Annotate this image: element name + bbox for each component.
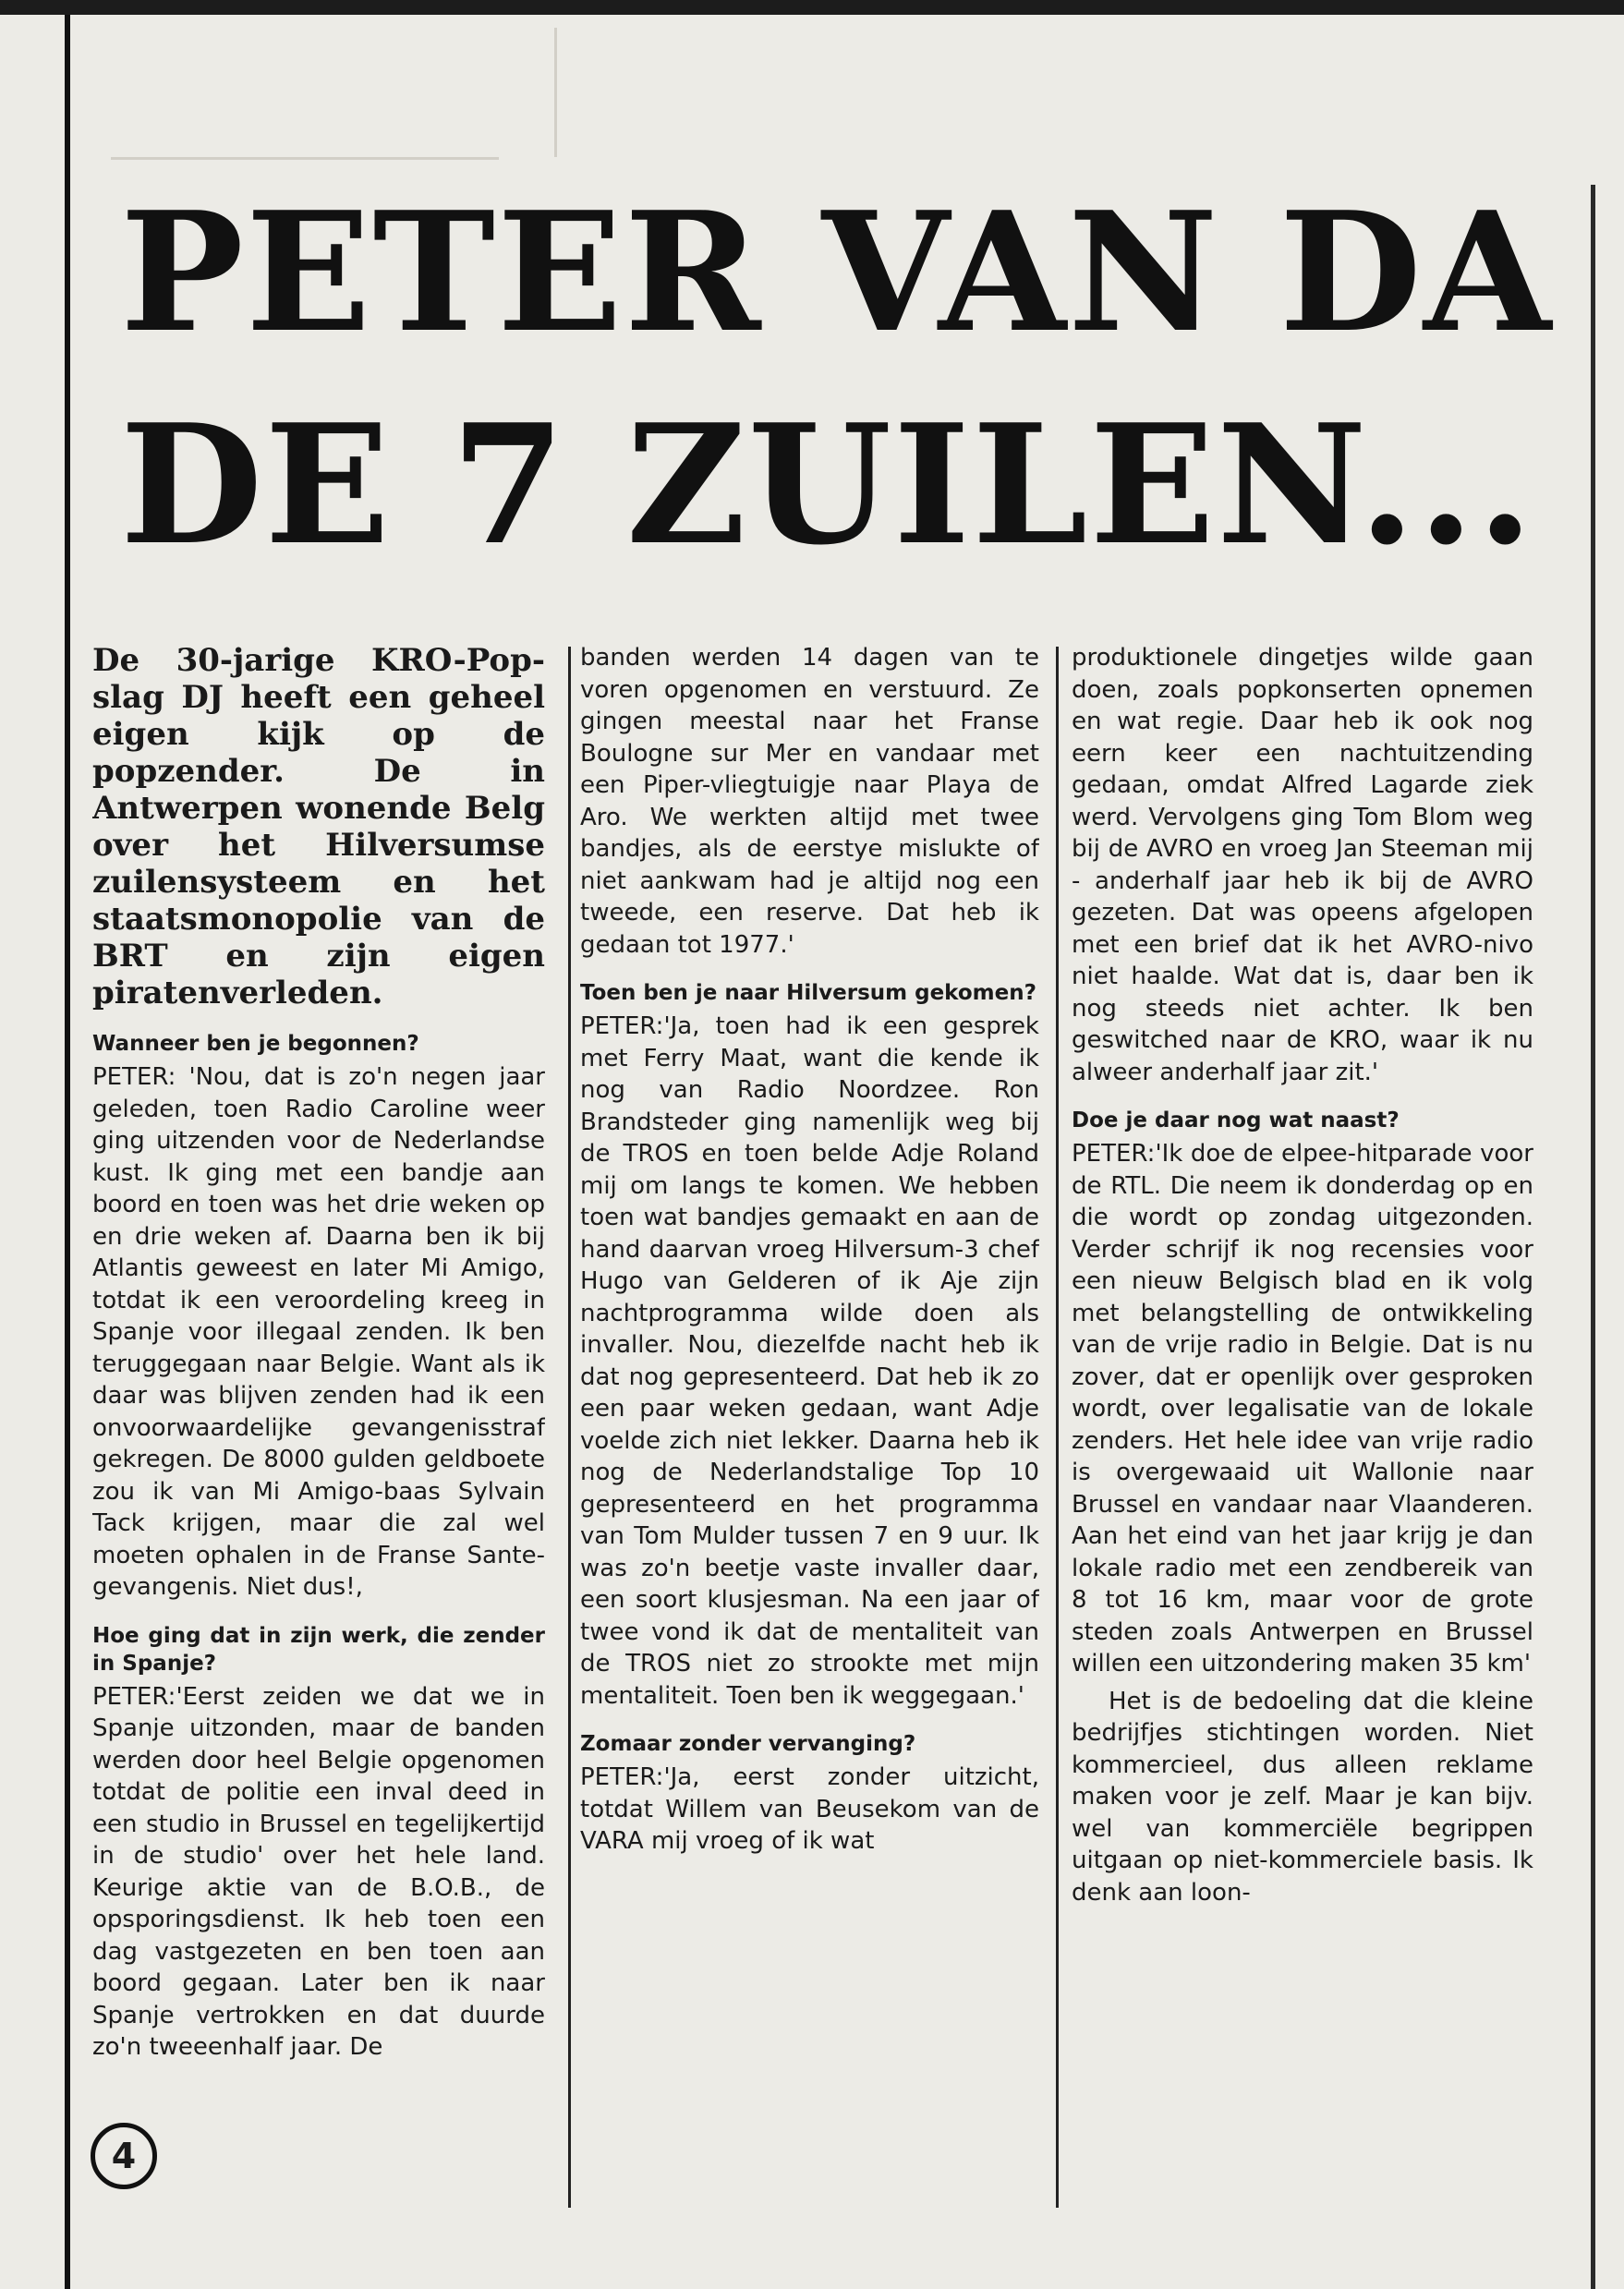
article-column-1 [92,642,545,2212]
bleed-through-shape [554,28,1074,157]
article-lead: De 30-jarige KRO-Pop-slag DJ heeft een geheel eigen kijk op de popzender. De in Antwerpen wonende Belg over het Hilversumse zuilensysteem en het staatsmonopolie van de BRT en zijn eigen piratenverleden. [92,642,545,1011]
headline-line-1: PETER VAN DA [120,176,1554,369]
interview-answer: produktionele dingetjes wilde gaan doen, zoals popkonserten opnemen en wat regie. Daar heb ik ook nog eern keer een nachtuitzending gedaan, omdat Alfred Lagarde ziek werd. Vervolgens ging Tom Blom weg bij de AVRO en vroeg Jan Steeman mij - anderhalf jaar heb ik bij de AVRO gezeten. Dat was opeens afgelopen met een brief dat ik het AVRO-nivo niet haalde. Wat dat is, daar ben ik nog steeds niet achter. Ik ben geswitched naar de KRO, waar ik nu alweer anderhalf jaar zit.' [1072,644,1533,1086]
interview-answer: PETER:'Ik doe de elpee-hitparade voor de RTL. Die neem ik donderdag op en die wordt op zondag uitgezonden. Verder schrijf ik nog recensies voor een nieuw Belgisch blad en ik volg met belangstelling de ontwikkeling van de vrije radio in Belgie. Dat is nu zover, dat er openlijk over gesproken wordt, over legalisatie van de lokale zenders. Het hele idee van vrije radio is overgewaaid uit Wallonie naar Brussel en vandaar naar Vlaanderen. Aan het eind van het jaar krijg je dan lokale radio met een zendbereik van 8 tot 16 km, maar voor de grote steden zoals Antwerpen en Brussel willen een uitzondering maken 35 km' [1072,1140,1533,1677]
interview-question: Zomaar zonder vervanging? [580,1732,916,1756]
interview-answer: PETER:'Eerst zeiden we dat we in Spanje uitzonden, maar de banden werden door heel Belgie opgenomen totdat de politie een inval deed in een studio in Brussel en tegelijkertijd in de studio' over het hele land. Keurige aktie van de B.O.B., de opsporingsdienst. Ik heb toen een dag vastgezeten en ben toen aan boord gegaan. Later ben ik naar Spanje vertrokken en dat duurde zo'n tweeenhalf jaar. De [92,1682,545,2061]
page-left-rule [65,15,70,2289]
interview-question: Wanneer ben je begonnen? [92,1032,419,1056]
interview-answer: PETER: 'Nou, dat is zo'n negen jaar geleden, toen Radio Caroline weer ging uitzenden voor de Nederlandse kust. Ik ging met een bandje aan boord en toen was het drie weken op en drie weken af. Daarna ben ik bij Atlantis geweest en later Mi Amigo, totdat ik een veroordeling kreeg in Spanje voor illegaal zenden. Ik ben teruggegaan naar Belgie. Want als ik daar was blijven zenden had ik een onvoorwaardelijke gevangenisstraf gekregen. De 8000 gulden geldboete zou ik van Mi Amigo-baas Sylvain Tack krijgen, maar die zal wel moeten ophalen in de Franse Sante-gevangenis. Niet dus!, [92,1063,545,1601]
interview-question: Hoe ging dat in zijn werk, die zender in Spanje? [92,1623,545,1676]
page-right-rule [1591,185,1595,2289]
article-column-3 [1072,642,1533,2212]
interview-answer: banden werden 14 dagen van te voren opgenomen en verstuurd. Ze gingen meestal naar het Franse Boulogne sur Mer en vandaar met een Piper-vliegtuigje naar Playa de Aro. We werkten altijd met twee bandjes, als de eerstye mislukte of niet aankwam had je altijd nog een tweede, een reserve. Dat heb ik gedaan tot 1977.' [580,644,1039,959]
column-divider [568,647,571,2208]
article-paragraph: Het is de bedoeling dat die kleine bedrijfjes stichtingen worden. Niet kommercieel, dus alleen reklame maken voor je zelf. Maar je kan bijv. wel van kommerciële begrippen uitgaan op niet-kommerciele basis. Ik denk aan loon- [1072,1687,1533,1907]
interview-question: Doe je daar nog wat naast? [1072,1108,1400,1132]
interview-answer: PETER:'Ja, eerst zonder uitzicht, totdat Willem van Beusekom van de VARA mij vroeg of ik wat [580,1763,1039,1855]
column-divider [1056,647,1059,2208]
interview-question: Toen ben je naar Hilversum gekomen? [580,981,1036,1005]
article-column-2 [580,642,1039,2212]
headline-line-2: DE 7 ZUILEN... [120,388,1536,581]
page-number: 4 [91,2123,157,2189]
top-edge-bar [0,0,1624,15]
bleed-through-shape [111,55,499,160]
interview-answer: PETER:'Ja, toen had ik een gesprek met Ferry Maat, want die kende ik nog van Radio Noordzee. Ron Brandsteder ging namenlijk weg bij de TROS en toen belde Adje Roland mij om langs te komen. We hebben toen wat bandjes gemaakt en aan de hand daarvan vroeg Hilversum-3 chef Hugo van Gelderen of ik Aje zijn nachtprogramma wilde doen als invaller. Nou, diezelfde nacht heb ik dat nog gepresenteerd. Dat heb ik zo een paar weken gedaan, want Adje voelde zich niet lekker. Daarna heb ik nog de Nederlandstalige Top 10 gepresenteerd en het programma van Tom Mulder tussen 7 en 9 uur. Ik was zo'n beetje vaste invaller daar, een soort klusjesman. Na een jaar of twee vond ik dat de mentaliteit van de TROS niet zo strookte met mijn mentaliteit. Toen ben ik weggegaan.' [580,1012,1039,1710]
